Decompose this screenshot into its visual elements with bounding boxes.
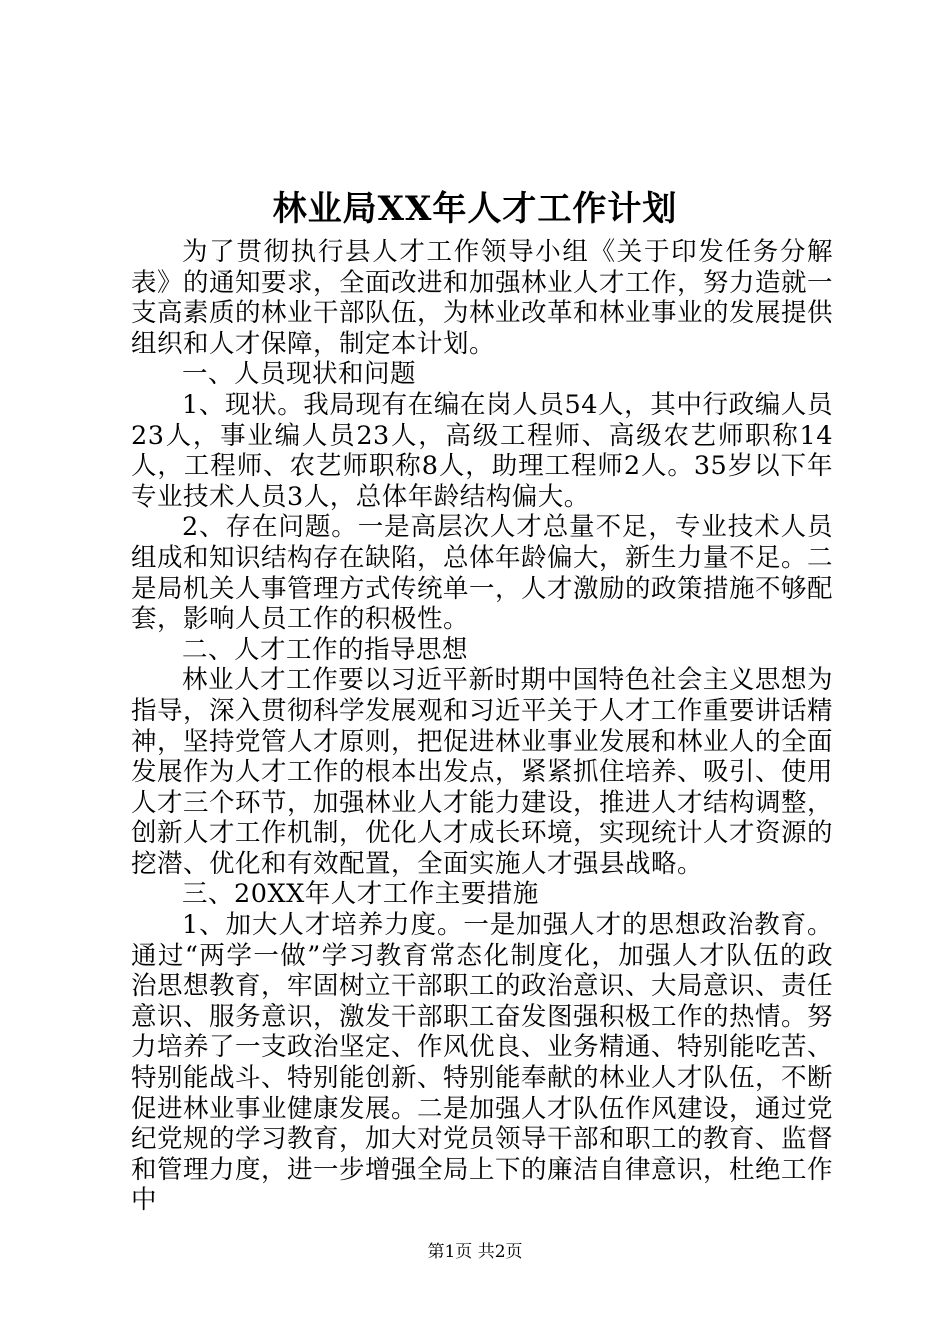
section-heading-3: 三、20XX年人才工作主要措施 xyxy=(182,879,539,910)
paragraph-problems: 2、存在问题。一是高层次人才总量不足，专业技术人员组成和知识结构存在缺陷，总体年龄偏大，新生力量不足。二是局机关人事管理方式传统单一，人才激励的政策措施不够配套，影响人员工作的积极性。 xyxy=(131,512,834,635)
paragraph-status: 1、现状。我局现有在编在岗人员54人，其中行政编人员23人，事业编人员23人，高级工程师、高级农艺师职称14人，工程师、农艺师职称8人，助理工程师2人。35岁以下年专业技术人员3人，总体年龄结构偏大。 xyxy=(131,389,833,512)
paragraph-guiding-ideology: 林业人才工作要以习近平新时期中国特色社会主义思想为指导，深入贯彻科学发展观和习近平关于人才工作重要讲话精神，坚持党管人才原则，把促进林业事业发展和林业人的全面发展作为人才工作的根本出发点，紧紧抓住培养、吸引、使用人才三个环节，加强林业人才能力建设，推进人才结构调整，创新人才工作机制，优化人才成长环境，实现统计人才资源的挖潜、优化和有效配置，全面实施人才强县战略。 xyxy=(131,665,834,879)
document-body xyxy=(131,237,833,1216)
document-title: 林业局XX年人才工作计划 xyxy=(272,189,678,229)
paragraph-intro: 为了贯彻执行县人才工作领导小组《关于印发任务分解表》的通知要求，全面改进和加强林业人才工作，努力造就一支高素质的林业干部队伍，为林业改革和林业事业的发展提供组织和人才保障，制定本计划。 xyxy=(131,237,834,359)
section-heading-2: 二、人才工作的指导思想 xyxy=(182,634,469,665)
paragraph-measures: 1、加大人才培养力度。一是加强人才的思想政治教育。通过“两学一做”学习教育常态化制度化，加强人才队伍的政治思想教育，牢固树立干部职工的政治意识、大局意识、责任意识、服务意识，激发干部职工奋发图强积极工作的热情。努力培养了一支政治坚定、作风优良、业务精通、特别能吃苦、特别能战斗、特别能创新、特别能奉献的林业人才队伍，不断促进林业事业健康发展。二是加强人才队伍作风建设，通过党纪党规的学习教育，加大对党员领导干部和职工的教育、监督和管理力度，进一步增强全局上下的廉洁自律意识，杜绝工作中 xyxy=(131,910,834,1216)
page-number-footer: 第1页 共2页 xyxy=(427,1242,523,1262)
section-heading-1: 一、人员现状和问题 xyxy=(182,359,417,390)
